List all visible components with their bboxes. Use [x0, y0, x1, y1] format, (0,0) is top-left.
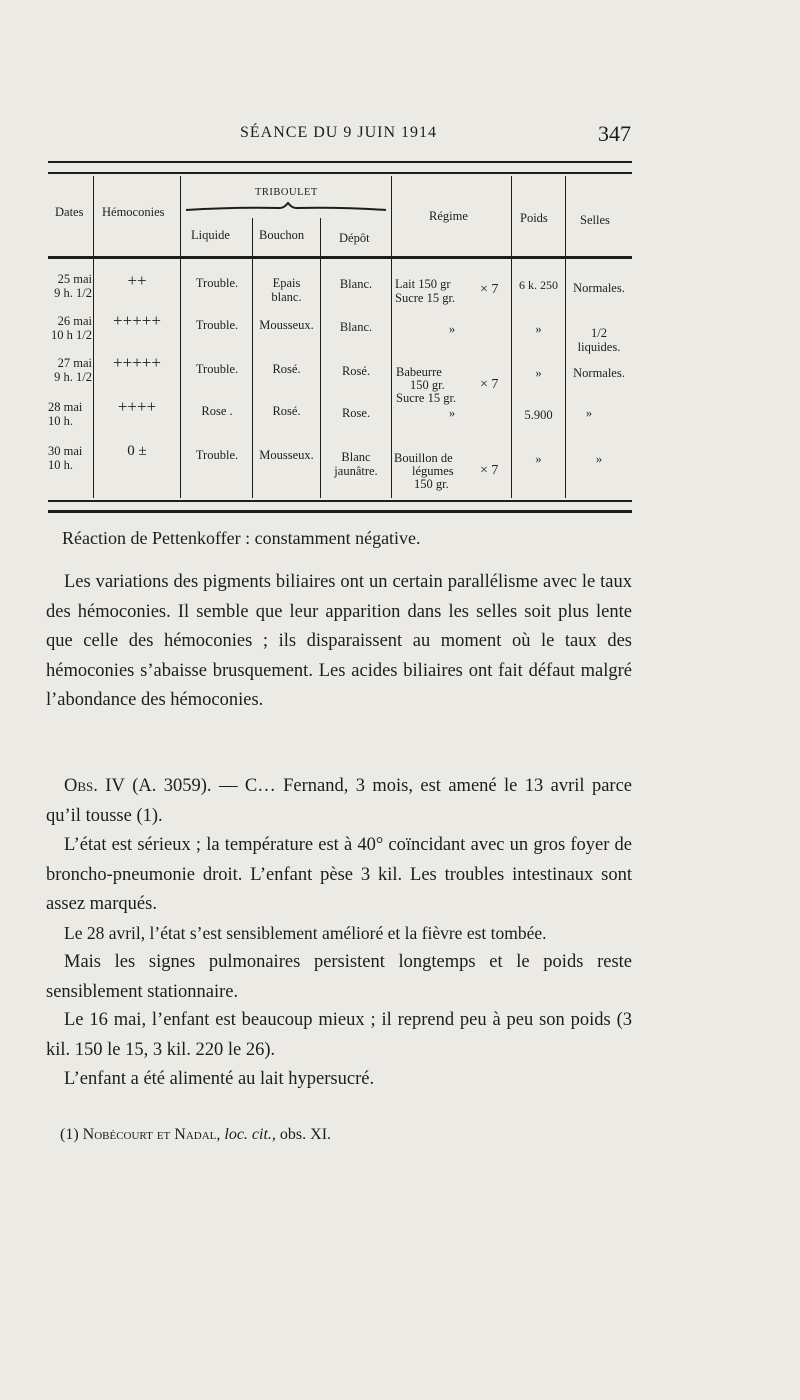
row-date: 30 mai 10 h.: [48, 444, 83, 472]
paragraph-16-mai: Le 16 mai, l’enfant est beaucoup mieux ; il reprend peu à peu son poids (3 kil. 150 le 15, 3 kil. 220 le 26).: [46, 1010, 632, 1060]
col-header-regime: Régime: [429, 209, 468, 223]
obs-text: — C… Fernand, 3 mois, est amené le 13 avril parce qu’il tousse (1).: [46, 776, 633, 826]
footnote-marker: (1): [60, 1126, 79, 1143]
col-header-selles: Selles: [580, 213, 610, 227]
table-bottom-rule-2: [48, 510, 632, 513]
paragraph-etat: L’état est sérieux ; la température est à 40° coïncidant avec un gros foyer de broncho-pneumonie droit. L’enfant pèse 3 kil. Les troubles intestinaux sont assez marqués.: [46, 835, 632, 914]
col-header-liquide: Liquide: [191, 228, 230, 242]
obs-number: (A. 3059).: [132, 776, 212, 796]
row-depot: Blanc jaunâtre.: [334, 450, 378, 478]
paragraph-observation: [46, 772, 632, 831]
row-date: 27 mai 9 h. 1/2: [54, 356, 92, 384]
table-vline: [511, 176, 512, 498]
row-poids: »: [535, 366, 542, 380]
row-regime: Lait 150 gr Sucre 15 gr.: [395, 277, 456, 305]
row-depot: Blanc.: [339, 320, 373, 334]
page-number: 347: [598, 121, 631, 146]
table-caption: Réaction de Pettenkoffer : constamment négative.: [62, 528, 421, 548]
row-selles: Normales.: [573, 366, 625, 380]
col-header-dates: Dates: [55, 205, 84, 219]
row-poids: »: [535, 452, 542, 466]
row-poids: 5.900: [524, 408, 553, 422]
col-header-bouchon: Bouchon: [259, 228, 305, 242]
obs-label: Obs. IV: [64, 776, 125, 796]
row-liquide: Trouble.: [195, 276, 239, 290]
row-liquide: Trouble.: [195, 362, 239, 376]
footnote-tail: obs. XI.: [279, 1126, 332, 1143]
row-bouchon: Epais blanc.: [271, 276, 302, 304]
row-bouchon: Rosé.: [272, 404, 301, 418]
row-depot: Rose.: [341, 406, 371, 420]
row-poids: »: [535, 322, 542, 336]
footnote-ref: loc. cit.,: [224, 1126, 276, 1143]
row-date: 25 mai 9 h. 1/2: [54, 272, 92, 300]
table-vline: [391, 176, 392, 498]
footnote: [60, 1126, 331, 1144]
running-title: SÉANCE DU 9 JUIN 1914: [240, 124, 437, 141]
row-hemoconies: +++++: [113, 353, 161, 372]
col-header-triboulet: TRIBOULET: [255, 187, 318, 198]
col-header-hemoconies: Hémoconies: [102, 205, 165, 219]
row-liquide: Trouble.: [195, 448, 239, 462]
row-bouchon: Mousseux.: [259, 448, 314, 462]
row-regime: Bouillon de légumes 150 gr.: [394, 451, 454, 491]
row-bouchon: Rosé.: [272, 362, 301, 376]
col-header-depot: Dépôt: [339, 231, 370, 245]
row-hemoconies: +++++: [113, 311, 161, 330]
row-liquide: Trouble.: [195, 318, 239, 332]
col-header-poids: Poids: [520, 211, 548, 225]
footnote-authors: Nobécourt et Nadal,: [82, 1126, 221, 1143]
row-regime: Babeurre 150 gr. Sucre 15 gr.: [396, 365, 457, 405]
paragraph-28-avril: Le 28 avril, l’état s’est sensiblement amélioré et la fièvre est tombée.: [64, 923, 547, 943]
row-bouchon: Mousseux.: [259, 318, 314, 332]
table-bottom-rule: [48, 500, 632, 502]
row-liquide: Rose .: [201, 404, 233, 418]
row-hemoconies: ++: [127, 271, 147, 290]
row-regime-factor: × 7: [480, 377, 499, 392]
row-date: 28 mai 10 h.: [48, 400, 83, 428]
triboulet-brace: [184, 200, 388, 218]
header-bottom-rule: [48, 256, 632, 259]
row-selles: Normales.: [573, 281, 625, 295]
row-hemoconies: 0 ±: [127, 443, 147, 459]
paragraph-alimentation: L’enfant a été alimenté au lait hypersucré.: [64, 1069, 375, 1089]
table-top-rule-2: [48, 172, 632, 174]
paragraph-pigments: Les variations des pigments biliaires ont un certain parallélisme avec le taux des hémoconies. Il semble que leur apparition dans les selles soit plus lente que celle des hémoconies ; ils disparaissent au moment où le taux des hémoconies s’abaisse brusquement. Les acides biliaires ont fait défaut malgré l’abondance des hémoconies.: [46, 572, 632, 710]
row-date: 26 mai 10 h 1/2: [51, 314, 92, 342]
row-selles: »: [595, 452, 603, 466]
row-poids: 6 k. 250: [519, 278, 558, 292]
row-depot: Blanc.: [339, 277, 373, 291]
table-top-rule: [48, 161, 632, 163]
row-selles: »: [585, 406, 593, 420]
row-regime-factor: × 7: [480, 282, 499, 297]
row-regime: »: [448, 406, 456, 420]
row-hemoconies: ++++: [117, 397, 157, 416]
row-regime-factor: × 7: [480, 463, 499, 478]
row-selles: 1/2 liquides.: [577, 326, 621, 354]
paragraph-signes: Mais les signes pulmonaires persistent longtemps et le poids reste sensiblement stationnaire.: [46, 952, 632, 1002]
row-depot: Rosé.: [341, 364, 371, 378]
row-regime: »: [448, 322, 456, 336]
